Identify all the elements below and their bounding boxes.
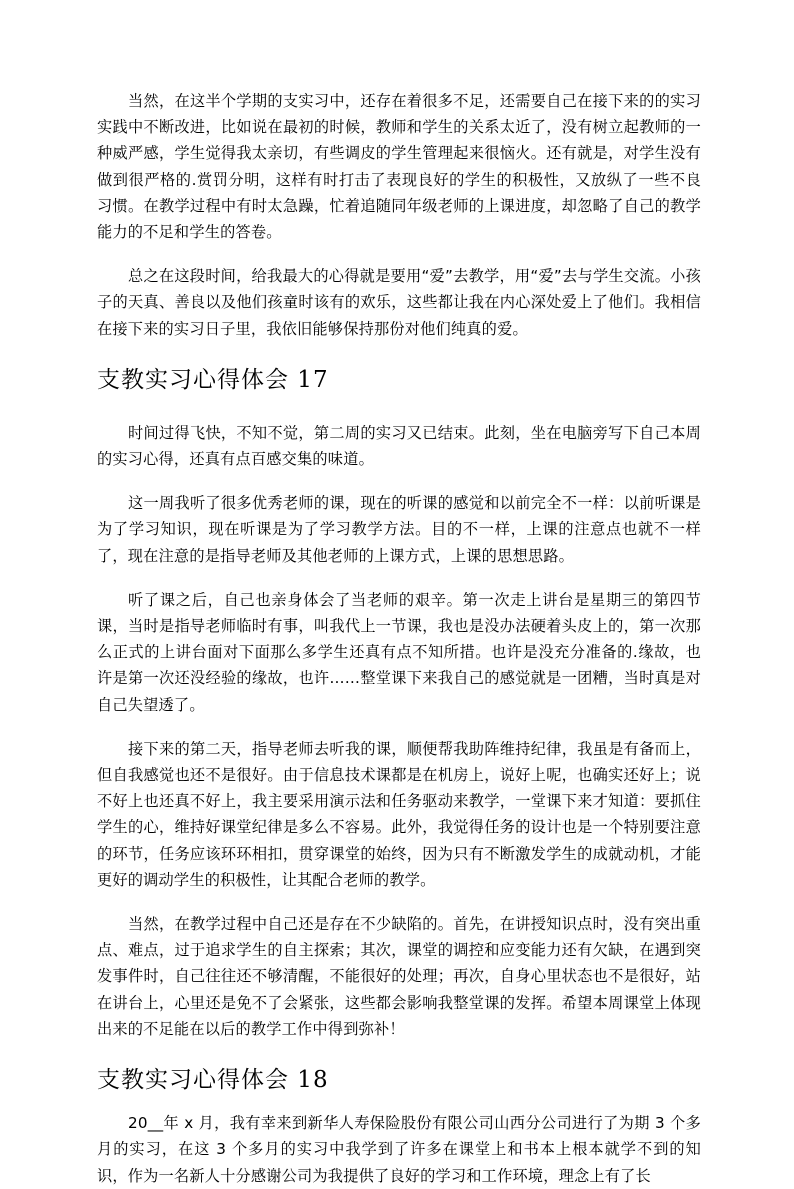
paragraph: 20__年 x 月，我有幸来到新华人寿保险股份有限公司山西分公司进行了为期 3 个多月的实习，在这 3 个多月的实习中我学到了许多在课堂上和书本上根本就学不到的知识，作为一名新人十分感谢公司为我提供了良好的学习和工作环境，理念上有了长 <box>97 1114 701 1185</box>
paragraph: 总之在这段时间，给我最大的心得就是要用“爱”去教学，用“爱”去与学生交流。小孩子的天真、善良以及他们孩童时该有的欢乐，这些都让我在内心深处爱上了他们。我相信在接下来的实习日子里，我依旧能够保持那份对他们纯真的爱。 <box>97 267 701 338</box>
section-18 <box>97 1064 701 1189</box>
section-heading: 支教实习心得体会 17 <box>97 366 329 393</box>
paragraph: 这一周我听了很多优秀老师的课，现在的听课的感觉和以前完全不一样：以前听课是为了学习知识，现在听课是为了学习教学方法。目的不一样，上课的注意点也就不一样了，现在注意的是指导老师及其他老师的上课方式，上课的思想思路。 <box>97 494 701 565</box>
section-17 <box>97 364 701 1042</box>
document-page <box>97 88 701 1189</box>
paragraph: 接下来的第二天，指导老师去听我的课，顺便帮我助阵维持纪律，我虽是有备而上，但自我感觉也还不是很好。由于信息技术课都是在机房上，说好上呢，也确实还好上；说不好上也还真不好上，我主要采用演示法和任务驱动来教学，一堂课下来才知道：要抓住学生的心，维持好课堂纪律是多么不容易。此外，我觉得任务的设计也是一个特别要注意的环节，任务应该环环相扣，贯穿课堂的始终，因为只有不断激发学生的成就动机，才能更好的调动学生的积极性，让其配合老师的教学。 <box>97 739 701 889</box>
paragraph: 当然，在这半个学期的支实习中，还存在着很多不足，还需要自己在接下来的的实习实践中不断改进，比如说在最初的时候，教师和学生的关系太近了，没有树立起教师的一种威严感，学生觉得我太亲切，有些调皮的学生管理起来很恼火。还有就是，对学生没有做到很严格的.赏罚分明，这样有时打击了表现良好的学生的积极性，又放纵了一些不良习惯。在教学过程中有时太急躁，忙着追随同年级老师的上课进度，却忽略了自己的教学能力的不足和学生的答卷。 <box>97 92 701 242</box>
section-heading: 支教实习心得体会 18 <box>97 1067 329 1094</box>
section-intro <box>97 88 701 342</box>
paragraph: 听了课之后，自己也亲身体会了当老师的艰辛。第一次走上讲台是星期三的第四节课，当时是指导老师临时有事，叫我代上一节课，我也是没办法硬着头皮上的，第一次那么正式的上讲台面对下面那么多学生还真有点不知所措。也许是没充分准备的.缘故，也许是第一次还没经验的缘故，也许……整堂课下来我自己的感觉就是一团糟，当时真是对自己失望透了。 <box>97 590 701 714</box>
paragraph: 当然，在教学过程中自己还是存在不少缺陷的。首先，在讲授知识点时，没有突出重点、难点，过于追求学生的自主探索；其次，课堂的调控和应变能力还有欠缺，在遇到突发事件时，自己往往还不够清醒，不能很好的处理；再次，自身心里状态也不是很好，站在讲台上，心里还是免不了会紧张，这些都会影响我整堂课的发挥。希望本周课堂上体现出来的不足能在以后的教学工作中得到弥补！ <box>97 915 701 1038</box>
paragraph: 时间过得飞快，不知不觉，第二周的实习又已结束。此刻，坐在电脑旁写下自己本周的实习心得，还真有点百感交集的味道。 <box>97 423 701 469</box>
